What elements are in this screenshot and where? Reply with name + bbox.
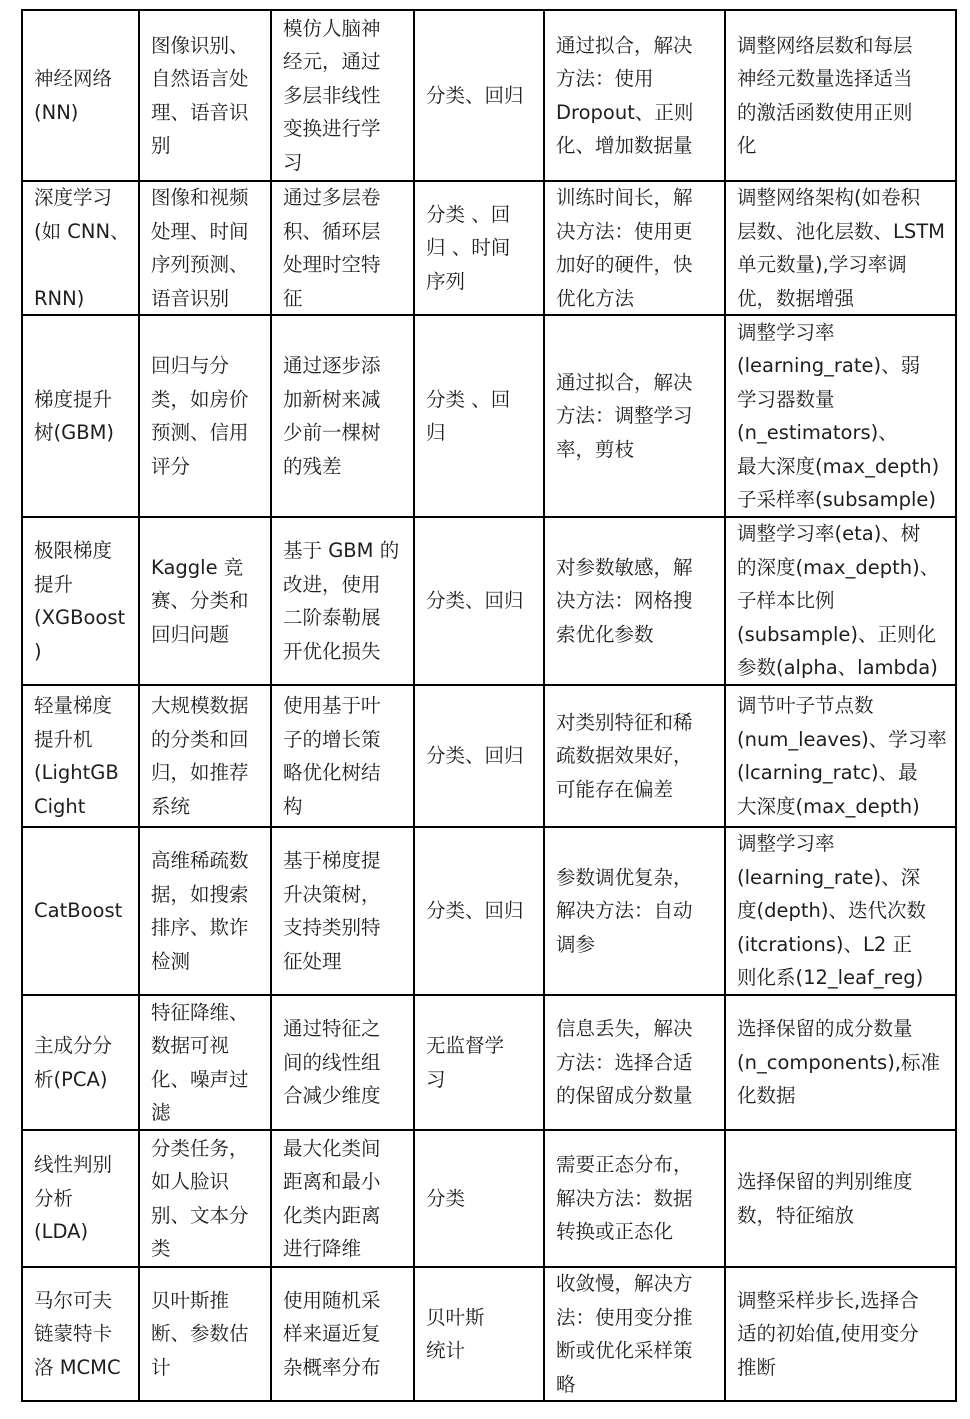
- cell-text: 调整采样步长,选择合 适的初始值,使用变分 推断: [737, 1288, 919, 1379]
- cell-principle: [271, 995, 414, 1130]
- cell-text: 贝叶斯推 断、参数估 计: [151, 1288, 249, 1379]
- cell-issues-solutions: [544, 10, 725, 181]
- cell-use-cases: [139, 10, 271, 181]
- cell-algorithm: [22, 827, 139, 995]
- cell-text: 训练时间长，解 决方法：使用更 加好的硬件，快 优化方法: [556, 186, 693, 310]
- cell-text: 调节叶子节点数 (num_leaves)、学习率 (lcarning_ratc)、最 大深度(max_depth): [737, 694, 947, 818]
- cell-tuning: [725, 10, 956, 181]
- cell-text: 调整网络架构(如卷积 层数、池化层数、LSTM 单元数量),学习率调 优，数据增强: [737, 186, 945, 310]
- cell-use-cases: [139, 995, 271, 1130]
- cell-task-type: [414, 995, 544, 1130]
- cell-task-type: [414, 685, 544, 827]
- cell-text: 马尔可夫 链蒙特卡 洛 MCMC: [34, 1288, 121, 1379]
- cell-issues-solutions: [544, 1267, 725, 1401]
- cell-text: 分类、回归: [426, 899, 524, 923]
- cell-use-cases: [139, 517, 271, 685]
- cell-text: 分类 、回 归 、时间 序列: [426, 202, 511, 293]
- cell-algorithm: [22, 181, 139, 315]
- cell-tuning: [725, 1130, 956, 1267]
- cell-text: 轻量梯度 提升机 (LightGB Cight: [34, 694, 119, 818]
- cell-algorithm: [22, 685, 139, 827]
- cell-task-type: [414, 1130, 544, 1267]
- cell-text: 特征降维、 数据可视 化、噪声过 滤: [151, 1000, 249, 1124]
- cell-issues-solutions: [544, 827, 725, 995]
- cell-issues-solutions: [544, 685, 725, 827]
- cell-text: 信息丢失，解决 方法：选择合适 的保留成分数量: [556, 1017, 693, 1108]
- cell-algorithm: [22, 1267, 139, 1401]
- cell-principle: [271, 315, 414, 517]
- cell-issues-solutions: [544, 181, 725, 315]
- cell-algorithm: [22, 995, 139, 1130]
- cell-text: 通过拟合，解决 方法：使用 Dropout、正则 化、增加数据量: [556, 33, 694, 157]
- cell-text: 无监督学 习: [426, 1034, 505, 1091]
- cell-text: 回归与分 类，如房价 预测、信用 评分: [151, 354, 249, 478]
- cell-text: 模仿人脑神 经元，通过 多层非线性 变换进行学 习: [283, 16, 381, 174]
- cell-text: 通过特征之 间的线性组 合减少维度: [283, 1017, 381, 1108]
- cell-text: 图像和视频 处理、时间 序列预测、 语音识别: [151, 186, 249, 310]
- cell-text: 分类: [426, 1186, 466, 1210]
- cell-algorithm: [22, 1130, 139, 1267]
- cell-use-cases: [139, 315, 271, 517]
- cell-task-type: [414, 10, 544, 181]
- cell-text: 分类任务， 如人脸识 别、文本分 类: [151, 1136, 249, 1260]
- cell-text: 梯度提升 树(GBM): [34, 387, 115, 444]
- cell-text: 基于 GBM 的 改进，使用 二阶泰勒展 开优化损失: [283, 539, 400, 663]
- cell-use-cases: [139, 827, 271, 995]
- cell-principle: [271, 685, 414, 827]
- cell-text: 极限梯度 提升 (XGBoost ): [34, 539, 126, 663]
- cell-tuning: [725, 517, 956, 685]
- cell-text: 线性判别 分析 (LDA): [34, 1153, 113, 1244]
- cell-text: Kaggle 竞 赛、分类和 回归问题: [151, 555, 249, 646]
- cell-task-type: [414, 827, 544, 995]
- cell-text: CatBoost: [34, 899, 123, 923]
- cell-text: 使用基于叶 子的增长策 略优化树结 构: [283, 694, 381, 818]
- cell-text: 通过多层卷 积、循环层 处理时空特 征: [283, 186, 381, 310]
- cell-text: 基于梯度提 升决策树， 支持类别特 征处理: [283, 849, 381, 973]
- cell-tuning: [725, 995, 956, 1130]
- cell-text: 分类、回归: [426, 744, 524, 768]
- cell-text: 选择保留的成分数量 (n_components),标准 化数据: [737, 1017, 940, 1108]
- cell-algorithm: [22, 517, 139, 685]
- cell-text: 调整学习率 (learning_rate)、深 度(depth)、迭代次数 (itcrations)、L2 正 则化系(12_leaf_reg): [737, 832, 926, 990]
- cell-text: 参数调优复杂， 解决方法：自动 调参: [556, 865, 693, 956]
- cell-text: 调整网络层数和每层 神经元数量选择适当 的激活函数使用正则 化: [737, 33, 913, 157]
- cell-text: 通过逐步添 加新树来减 少前一棵树 的残差: [283, 354, 381, 478]
- cell-principle: [271, 1267, 414, 1401]
- cell-issues-solutions: [544, 995, 725, 1130]
- cell-task-type: [414, 315, 544, 517]
- cell-task-type: [414, 517, 544, 685]
- cell-tuning: [725, 1267, 956, 1401]
- cell-text: 最大化类间 距离和最小 化类内距离 进行降维: [283, 1136, 381, 1260]
- cell-task-type: [414, 181, 544, 315]
- cell-tuning: [725, 181, 956, 315]
- cell-principle: [271, 827, 414, 995]
- cell-text: 调整学习率(eta)、树 的深度(max_depth)、 子样本比例 (subsample)、正则化 参数(alpha、lambda): [737, 522, 940, 680]
- cell-algorithm: [22, 315, 139, 517]
- cell-tuning: [725, 827, 956, 995]
- cell-text: 深度学习 (如 CNN、 RNN): [34, 186, 130, 310]
- cell-principle: [271, 181, 414, 315]
- cell-use-cases: [139, 1130, 271, 1267]
- cell-issues-solutions: [544, 1130, 725, 1267]
- cell-principle: [271, 10, 414, 181]
- cell-text: 调整学习率 (learning_rate)、弱 学习器数量 (n_estimators)、 最大深度(max_depth) 子采样率(subsample): [737, 320, 940, 511]
- cell-issues-solutions: [544, 517, 725, 685]
- cell-tuning: [725, 315, 956, 517]
- cell-use-cases: [139, 1267, 271, 1401]
- cell-text: 高维稀疏数 据，如搜索 排序、欺诈 检测: [151, 849, 249, 973]
- cell-task-type: [414, 1267, 544, 1401]
- cell-text: 大规模数据 的分类和回 归，如推荐 系统: [151, 694, 249, 818]
- cell-text: 神经网络 (NN): [34, 67, 113, 124]
- cell-text: 分类、回归: [426, 83, 524, 107]
- cell-principle: [271, 517, 414, 685]
- cell-issues-solutions: [544, 315, 725, 517]
- cell-text: 贝叶斯 统计: [426, 1305, 485, 1362]
- cell-text: 分类、回归: [426, 589, 524, 613]
- cell-use-cases: [139, 181, 271, 315]
- cell-text: 图像识别、 自然语言处 理、语音识 别: [151, 33, 249, 157]
- cell-text: 对类别特征和稀 疏数据效果好， 可能存在偏差: [556, 710, 693, 801]
- cell-text: 需要正态分布， 解决方法：数据 转换或正态化: [556, 1153, 693, 1244]
- cell-text: 通过拟合，解决 方法：调整学习 率，剪枝: [556, 370, 693, 461]
- cell-text: 主成分分 析(PCA): [34, 1034, 113, 1091]
- cell-text: 对参数敏感，解 决方法：网格搜 索优化参数: [556, 555, 693, 646]
- cell-use-cases: [139, 685, 271, 827]
- cell-tuning: [725, 685, 956, 827]
- cell-text: 选择保留的判别维度 数，特征缩放: [737, 1170, 913, 1227]
- cell-text: 收敛慢，解决方 法：使用变分推 断或优化采样策 略: [556, 1272, 693, 1396]
- cell-algorithm: [22, 10, 139, 181]
- cell-text: 分类 、回 归: [426, 387, 511, 444]
- cell-text: 使用随机采 样来逼近复 杂概率分布: [283, 1288, 381, 1379]
- cell-principle: [271, 1130, 414, 1267]
